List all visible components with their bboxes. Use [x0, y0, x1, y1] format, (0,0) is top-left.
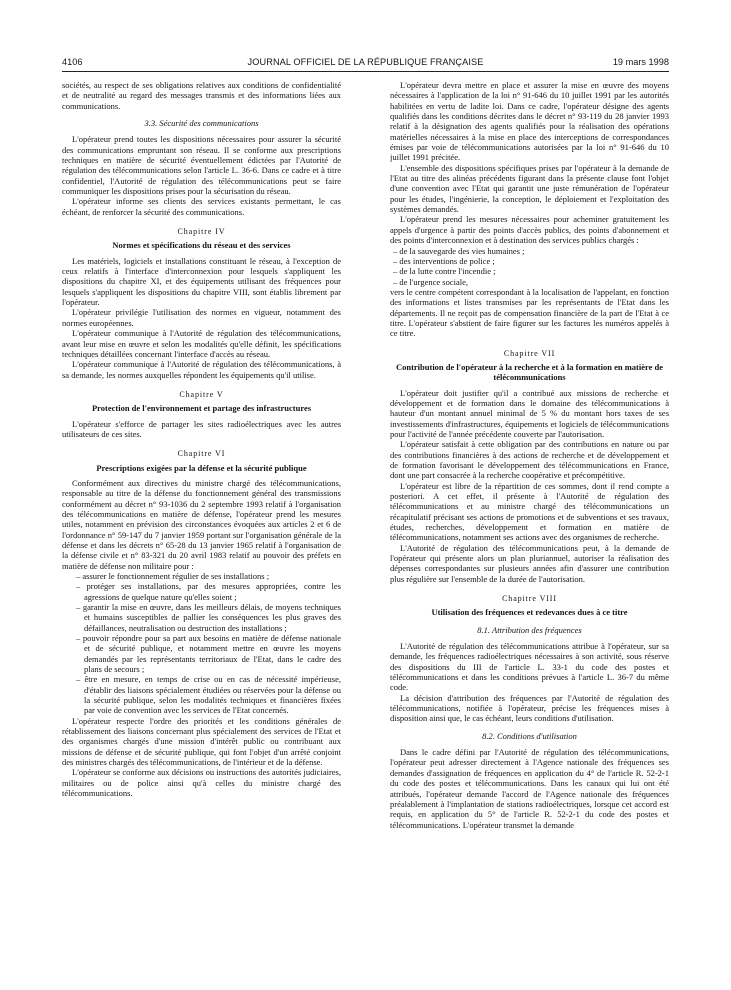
list-item: – de l'urgence sociale,: [393, 276, 469, 287]
list-item: – assurer le fonctionnement régulier de ses installations ;: [76, 570, 270, 581]
right-column: [390, 80, 669, 980]
page-number: 4106: [62, 57, 83, 67]
paragraph: L'opérateur prend toutes les dispositions nécessaires pour assurer la sécurité des communications empruntant son réseau. Il se conforme aux prescriptions techniques en matière de sécurité éventuellement édictées par l'Autorité de régulation des télécommunications selon l'article L. 36-6. Dans ce cadre et à titre confidentiel, l'Autorité de régulation des télécommunications peut se faire communiquer les dispositions prises pour la sécurisation du réseau.: [62, 134, 341, 197]
list-item: – pouvoir répondre pour sa part aux besoins en matière de défense nationale et de sécurité publique, et notamment mettre en œuvre les moyens demandés par les représentants territoriaux de l'Etat, dans le cadre des plans de secours ;: [76, 633, 341, 675]
list-item: – des interventions de police ;: [393, 255, 495, 266]
issue-date: 19 mars 1998: [612, 57, 669, 67]
paragraph: L'opérateur communique à l'Autorité de régulation des télécommunications, à sa demande, les normes auxquelles répondent les équipements qu'il utilise.: [62, 359, 341, 380]
list-item: – protéger ses installations, par des mesures appropriées, contre les agressions de quelque nature qu'elles soient ;: [76, 581, 341, 602]
section-heading: 8.1. Attribution des fréquences: [477, 624, 582, 635]
chapter-title: Utilisation des fréquences et redevances dues à ce titre: [431, 607, 628, 618]
bullet-list: [62, 571, 341, 716]
chapter-title: Prescriptions exigées par la défense et la sécurité publique: [96, 462, 307, 473]
paragraph: L'opérateur devra mettre en place et assurer la mise en œuvre des moyens nécessaires à l'application de la loi n° 91-646 du 10 juillet 1991 par les autorités habilitées en vertu de ladite loi. Dans ce cadre, l'opérateur désigne des agents qualifiés dans les conditions décrites dans le décret n° 93-119 du 28 janvier 1993 relatif à la désignation des agents qualifiés pour la réalisation des opérations matérielles nécessaires à la mise en place des interceptions de correspondances émises par voie de télécommunications autorisées par la loi n° 91-646 du 10 juillet 1991 précitée.: [390, 80, 669, 163]
paragraph: L'opérateur informe ses clients des services existants permettant, le cas échéant, de renforcer la sécurité des communications.: [62, 196, 341, 217]
section-heading: 3.3. Sécurité des communications: [144, 118, 259, 129]
list-item: – être en mesure, en temps de crise ou en cas de nécessité impérieuse, d'établir des liaisons spécialement étudiées ou réservées pour la défense ou la sécurité publique, selon les modalités techniques et financières fixées par voie de convention avec les services de l'Etat concernés.: [76, 674, 341, 716]
paragraph: Dans le cadre défini par l'Autorité de régulation des télécommunications, l'opérateur peut adresser directement à l'Agence nationale des fréquences ses demandes d'assignation de fréquences en application du 4° de l'article R. 52-2-1 du code des postes et télécommunications. Dans les canaux qui lui ont été attribués, l'opérateur demande l'accord de l'Agence nationale des fréquences préalablement à l'implantation de stations radioélectriques, lorsque cet accord est requis, en application du 5° de l'article R. 52-2-1 du code des postes et télécommunications. L'opérateur transmet la demande: [390, 747, 669, 830]
paragraph: sociétés, au respect de ses obligations relatives aux conditions de confidentialité et de neutralité au regard des messages transmis et des informations liées aux communications.: [62, 80, 341, 111]
paragraph: L'opérateur doit justifier qu'il a contribué aux missions de recherche et développement et de formation dans le domaine des télécommunications à hauteur d'un montant annuel minimal de 5 % du montant hors taxes de ses investissements d'infrastructures, équipements et logiciels de télécommunications pour l'activité de l'année précédente couverte par l'autorisation.: [390, 387, 669, 439]
paragraph: L'opérateur communique à l'Autorité de régulation des télécommunications, avant leur mise en œuvre et selon les modalités qu'elle définit, les spécifications techniques détaillées concernant l'interface d'accès au réseau.: [62, 328, 341, 359]
chapter-title: Normes et spécifications du réseau et des services: [112, 240, 291, 251]
paragraph: L'opérateur s'efforce de partager les sites radioélectriques avec les autres utilisateurs de ces sites.: [62, 418, 341, 439]
paragraph: L'opérateur privilégie l'utilisation des normes en vigueur, notamment des normes européennes.: [62, 307, 341, 328]
chapter-heading: Chapitre IV: [177, 227, 226, 237]
paragraph: L'Autorité de régulation des télécommunications attribue à l'opérateur, sur sa demande, les fréquences radioélectriques nécessaires à son activité, sous réserve des dispositions du III de l'article L. 33-1 du code des postes et télécommunications et dans les conditions prévues à l'article L. 36-7 du même code.: [390, 641, 669, 693]
list-item: – garantir la mise en œuvre, dans les meilleurs délais, de moyens techniques et humains susceptibles de pallier les conséquences les plus graves des défaillances, neutralisation ou destruction des installations ;: [76, 601, 341, 633]
chapter-title: Protection de l'environnement et partage des infrastructures: [91, 403, 312, 414]
chapter-heading: Chapitre VIII: [502, 594, 557, 604]
paragraph: L'ensemble des dispositions spécifiques prises par l'opérateur à la demande de l'Etat au titre des alinéas précédents figurant dans la présente clause font l'objet d'une convention avec l'Etat qui garantit une juste rémunération de l'opérateur pour les études, l'ingénierie, la conception, le déploiement et l'exploitation des systèmes demandés.: [390, 162, 669, 215]
chapter-title: Contribution de l'opérateur à la recherche et à la formation en matière de télécommunications: [395, 361, 664, 383]
paragraph: Conformément aux directives du ministre chargé des télécommunications, responsable au titre de la défense du fonctionnement général des transmissions conformément au décret n° 93-1036 du 2 septembre 1993 relatif à l'organisation des télécommunications en matière de défense, l'opérateur prend les mesures utiles, notamment en prévision des circonstances évoquées aux articles 2 et 6 de l'ordonnance n° 59-147 du 7 janvier 1959 portant sur l'organisation générale de la défense et dans les décrets n° 65-28 du 13 janvier 1965 relatif à l'organisation de la défense civile et n° 83-321 du 20 avril 1983 relatif au pouvoir des préfets en matière de défense non militaire pour :: [62, 477, 341, 571]
paragraph: L'Autorité de régulation des télécommunications peut, à la demande de l'opérateur qui présente alors un plan pluriannuel, autoriser la réalisation des dépenses correspondantes sur plusieurs années afin d'assurer une contribution plus régulière sur l'ensemble de la durée de l'autorisation.: [390, 542, 669, 584]
chapter-heading: Chapitre VII: [503, 348, 556, 358]
chapter-heading: Chapitre VI: [177, 449, 226, 459]
paragraph: L'opérateur se conforme aux décisions ou instructions des autorités judiciaires, militaires ou de police ainsi qu'à celles du ministre chargé des télécommunications.: [62, 767, 341, 799]
list-item: – de la sauvegarde des vies humaines ;: [393, 245, 525, 256]
paragraph: L'opérateur est libre de la répartition de ces sommes, dont il rend compte a posteriori. A cet effet, il présente à l'Autorité de régulation des télécommunications et au ministre chargé des télécommunications un récapitulatif précisant ses actions de promotions et de subventions et ses travaux, études, recherches, développement et formation en matière de télécommunications, notamment ses actions avec des organismes de recherche.: [390, 480, 669, 543]
paragraph: L'opérateur respecte l'ordre des priorités et les conditions générales de rétablissement des liaisons concernant plus spécialement des services de l'Etat et des organismes chargés d'une mission d'intérêt public ou contribuant aux missions de défense et de sécurité publique, qui font l'objet d'un arrêté conjoint des ministres chargés des télécommunications, de l'intérieur et de la défense.: [62, 715, 341, 768]
bullet-list: [390, 246, 669, 287]
paragraph: La décision d'attribution des fréquences par l'Autorité de régulation des télécommunications, notifiée à l'opérateur, précise les fréquences mises à disposition ainsi que, le cas échéant, leurs conditions d'utilisation.: [390, 692, 669, 724]
chapter-heading: Chapitre V: [179, 389, 224, 399]
page-header: [62, 57, 669, 71]
left-column: [62, 80, 341, 980]
paragraph: vers le centre compétent correspondant à la localisation de l'appelant, en fonction des informations et listes transmises par les représentants de l'Etat dans les départements. Il ne reçoit pas de compensation financière de la part de l'Etat à ce titre. L'opérateur s'abstient de faire figurer sur les factures les numéros appelés à ce titre.: [390, 286, 669, 339]
paragraph: Les matériels, logiciels et installations constituant le réseau, à l'exception de ceux relatifs à l'interface d'interconnexion pour lesquels s'appliquent les dispositions du chapitre XI, et des équipements utilisant des fréquences pour lesquels s'appliquent les dispositions du chapitre VIII, sont établis librement par l'opérateur.: [62, 255, 341, 308]
journal-title: JOURNAL OFFICIEL DE LA RÉPUBLIQUE FRANÇAISE: [247, 57, 484, 67]
header-rule: [62, 71, 669, 72]
paragraph: L'opérateur satisfait à cette obligation par des contributions en nature ou par des contributions financières à des actions de recherche et de développement et de formation favorisant le développement des télécommunications en France, dont une part consacrée à la recherche coopérative et précompétitive.: [390, 439, 669, 481]
paragraph: L'opérateur prend les mesures nécessaires pour acheminer gratuitement les appels d'urgence à partir des points d'accès publics, des points d'abonnement et des points d'interconnexion et à destination des services publics chargés :: [390, 214, 669, 246]
section-heading: 8.2. Conditions d'utilisation: [482, 730, 577, 741]
list-item: – de la lutte contre l'incendie ;: [393, 266, 496, 277]
